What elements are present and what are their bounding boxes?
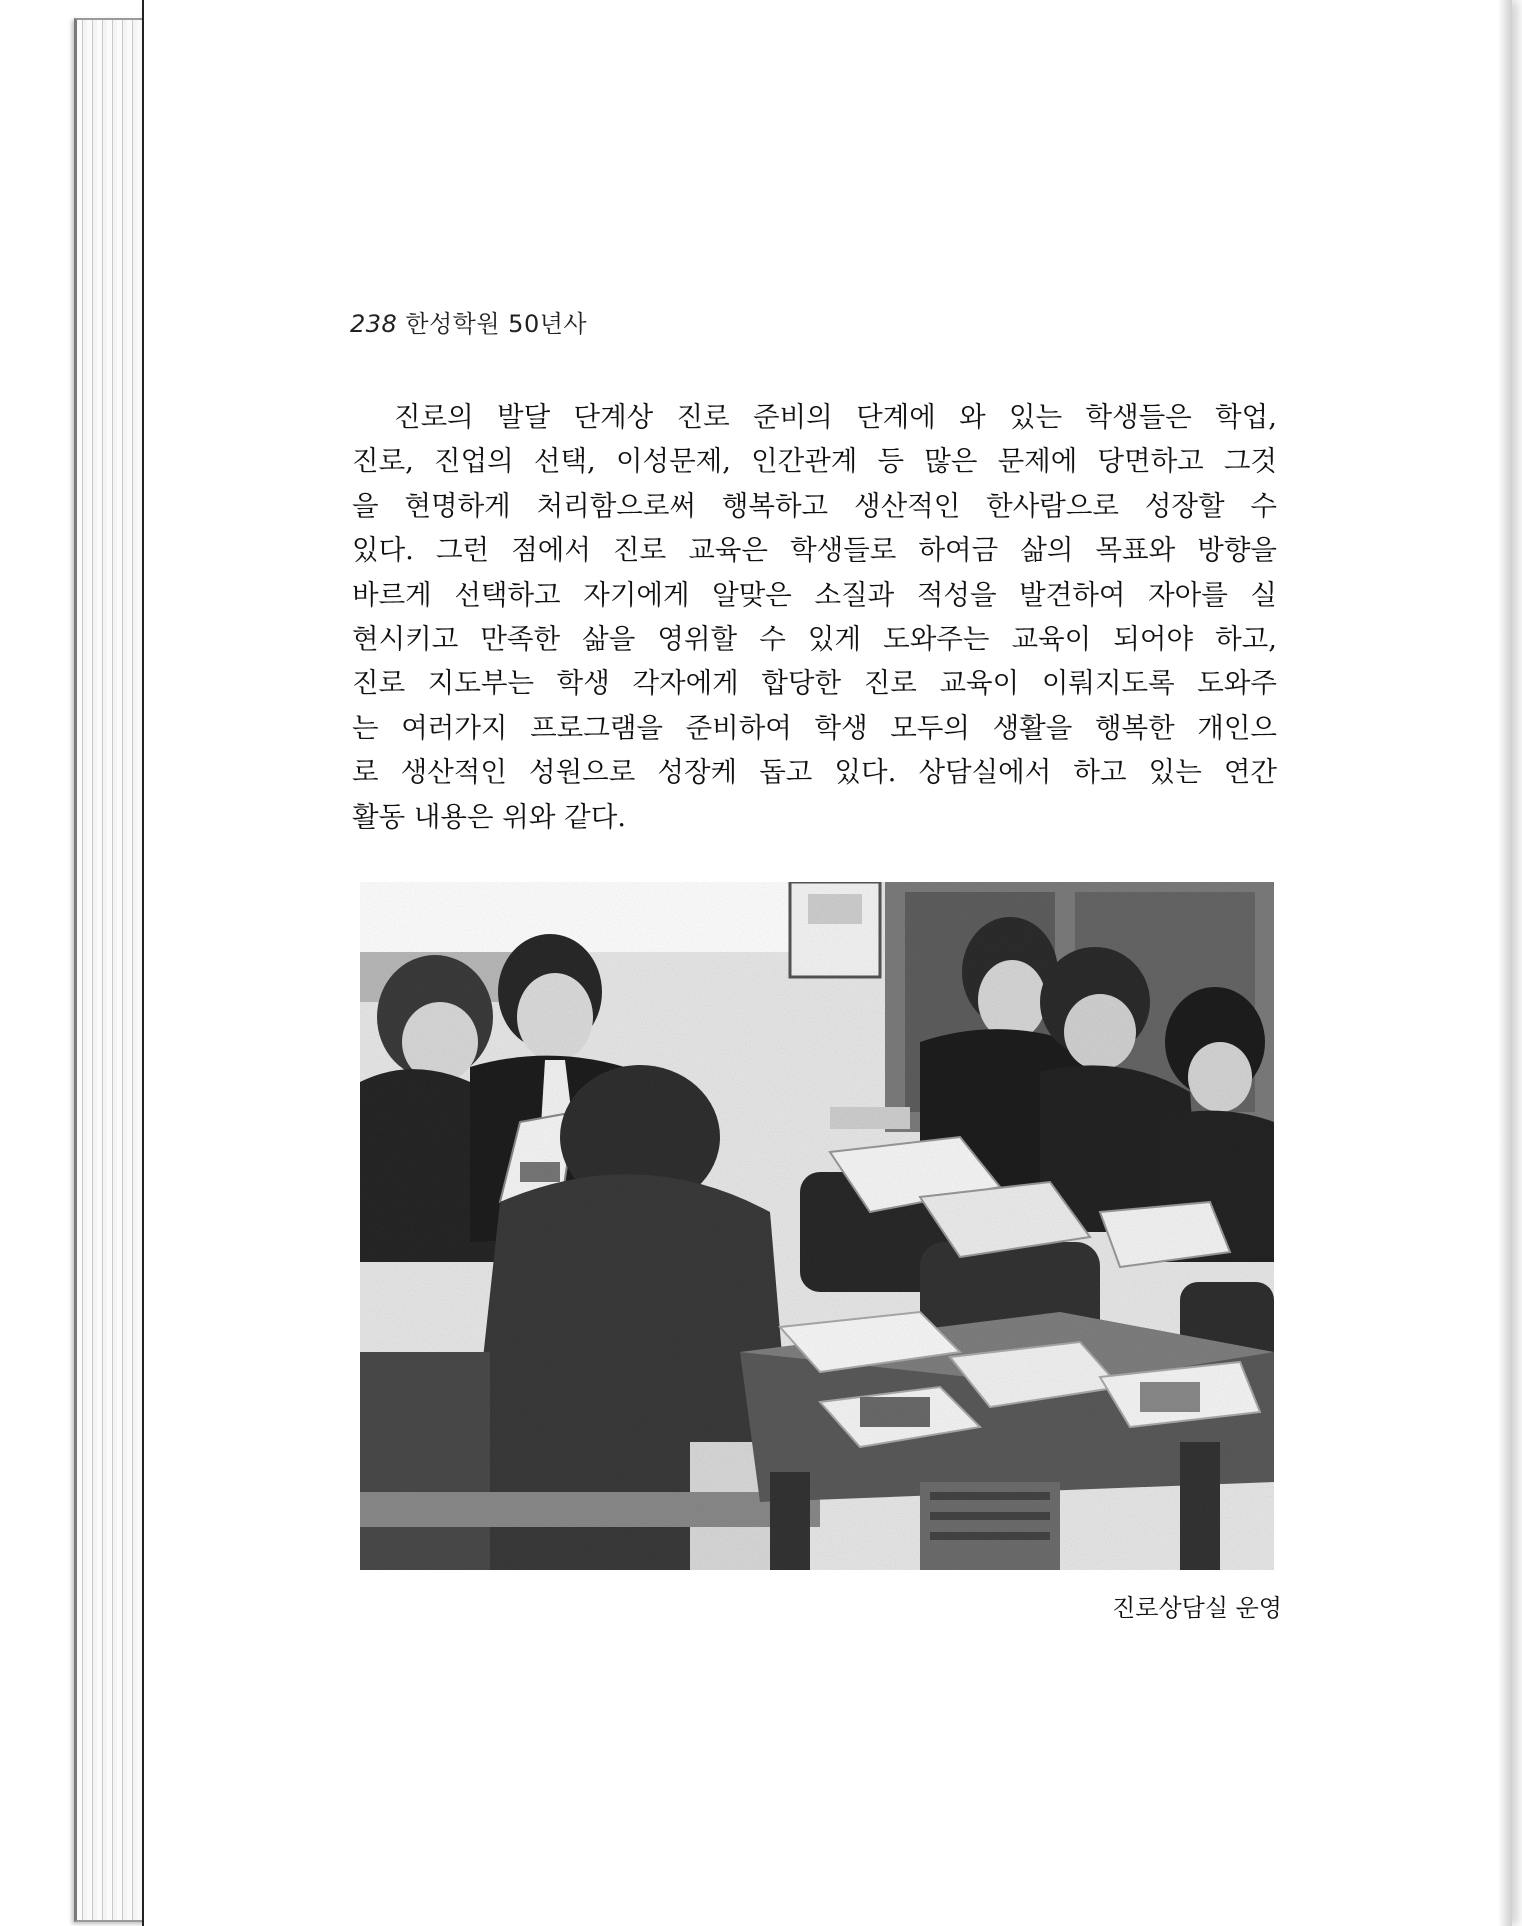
text-line: 바르게 선택하고 자기에게 알맞은 소질과 적성을 발견하여 자아를 실 <box>352 578 1277 611</box>
text-line: 진로 지도부는 학생 각자에게 합당한 진로 교육이 이뤄지도록 도와주 <box>352 667 1277 700</box>
text-line: 활동 내용은 위와 같다. <box>352 800 627 833</box>
book-page-edges <box>74 18 147 1922</box>
photo-counseling-room <box>360 882 1274 1570</box>
text-line: 로 생산적인 성원으로 성장케 돕고 있다. 상담실에서 하고 있는 연간 <box>352 756 1277 789</box>
text-line: 을 현명하게 처리함으로써 행복하고 생산적인 한사람으로 성장할 수 <box>352 489 1277 522</box>
page-shadow <box>1498 0 1512 1926</box>
text-line: 있다. 그런 점에서 진로 교육은 학생들로 하여금 삶의 목표와 방향을 <box>352 534 1277 567</box>
text-line: 현시키고 만족한 삶을 영위할 수 있게 도와주는 교육이 되어야 하고, <box>352 623 1277 656</box>
text-line: 진로의 발달 단계상 진로 준비의 단계에 와 있는 학생들은 학업, <box>394 401 1277 433</box>
text-line: 진로, 진업의 선택, 이성문제, 인간관계 등 많은 문제에 당면하고 그것 <box>352 445 1277 478</box>
photo-caption: 진로상담실 운영 <box>1112 1594 1282 1622</box>
body-paragraph <box>352 395 1277 839</box>
page-number: 238 <box>350 310 398 338</box>
running-header <box>350 304 587 339</box>
book-title: 한성학원 50년사 <box>405 310 588 338</box>
text-line: 는 여러가지 프로그램을 준비하여 학생 모두의 생활을 행복한 개인으 <box>352 711 1277 744</box>
